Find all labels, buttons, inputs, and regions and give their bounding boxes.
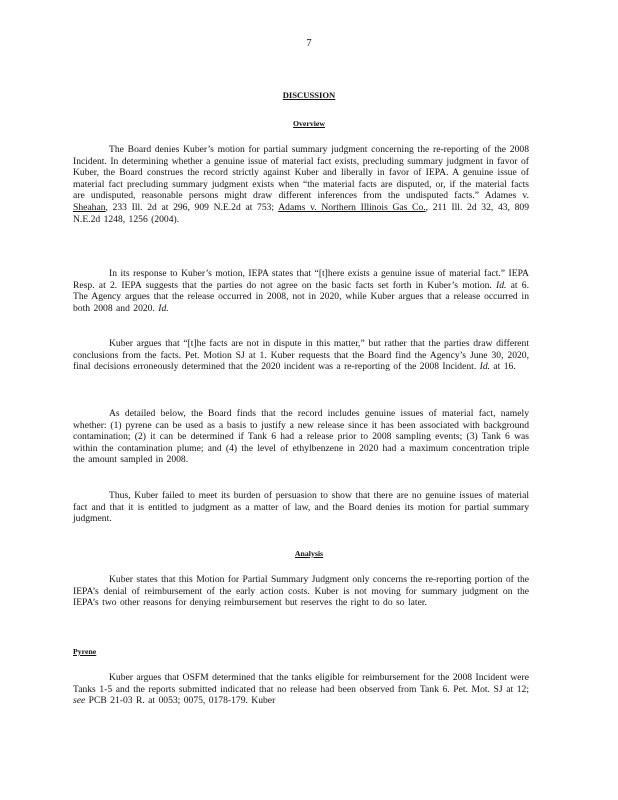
id-citation: Id. (479, 361, 491, 373)
page-number: 7 (306, 38, 312, 49)
overview-heading: Overview (292, 119, 326, 128)
pyrene-paragraph-1 (73, 672, 529, 707)
p1-text-c: , 233 Ill. 2d at 296, 909 N.E.2d at 753; (105, 201, 279, 213)
case-citation-adams: Adams v. Northern Illinois Gas Co. (278, 201, 426, 213)
p7-text-b: PCB 21-03 R. at 0053; 0075, 0178-179. Kuber (85, 695, 276, 707)
p2-text-b: at 6. The Agency argues that the release occurred in 2008, not in 2020, while Kuber argues that a release occurred in both 2008 and 2020. (73, 279, 529, 314)
p3-text-a: Kuber argues that “[t]he facts are not in dispute in this matter,” but rather that the parties draw different conclusions from the facts. Pet. Motion SJ at 1. Kuber requests that the Board find the Agency’s June 30, 2020, final decisions erroneously determined that the 2020 incident was a re-reporting of the 2008 Incident. (73, 338, 529, 373)
discussion-heading: DISCUSSION (282, 90, 336, 100)
id-citation: Id. (496, 279, 507, 291)
overview-paragraph-4: As detailed below, the Board finds that the record includes genuine issues of material fact, namely whether: (1) pyrene can be used as a basis to justify a new release since it has been associated with background contamination; (2) it can be determined if Tank 6 had a release prior to 2008 sampling events; (3) Tank 6 was within the contamination plume; and (4) the level of ethylbenzene in 2020 had a maximum concentration triple the amount sampled in 2008. (73, 408, 529, 466)
p2-text-a: In its response to Kuber’s motion, IEPA states that “[t]here exists a genuine issue of material fact.” IEPA Resp. at 2. IEPA suggests that the parties do not agree on the basic facts set forth in Kuber’s motion. (73, 268, 529, 291)
overview-paragraph-1 (73, 144, 529, 225)
case-citation-sheahan: Sheahan (73, 201, 106, 213)
pyrene-heading: Pyrene (73, 647, 97, 656)
analysis-heading: Analysis (294, 549, 324, 558)
p3-text-b: at 16. (490, 361, 516, 373)
see-signal: see (73, 695, 86, 707)
overview-paragraph-5: Thus, Kuber failed to meet its burden of persuasion to show that there are no genuine issues of material fact and that it is entitled to judgment as a matter of law, and the Board denies its motion for partial summary judgment. (73, 490, 529, 525)
p7-text-a: Kuber argues that OSFM determined that the tanks eligible for reimbursement for the 2008 Incident were Tanks 1-5 and the reports submitted indicated that no release had been observed from Tank 6. Pet. Mot. SJ at 12; (73, 672, 529, 695)
overview-paragraph-3 (73, 338, 529, 373)
p1-text-e: , 211 Ill. 2d 32, 43, 809 N.E.2d 1248, 1256 (2004). (73, 201, 529, 225)
analysis-paragraph-1: Kuber states that this Motion for Partial Summary Judgment only concerns the re-reporting portion of the IEPA’s denial of reimbursement of the early action costs. Kuber is not moving for summary judgment on the IEPA’s two other reasons for denying reimbursement but reserves the right to do so later. (73, 574, 529, 609)
id-citation: Id. (158, 302, 169, 314)
overview-paragraph-2 (73, 268, 529, 314)
p1-text-a: The Board denies Kuber’s motion for partial summary judgment concerning the re-reporting of the 2008 Incident. In determining whether a genuine issue of material fact exists, precluding summary judgment in favor of Kuber, the Board construes the record strictly against Kuber and liberally in favor of IEPA. A genuine issue of material fact precluding summary judgment exists when “the material facts are disputed, or, if the material facts are undisputed, reasonable persons might draw different inferences from the undisputed facts.” Adames v. (73, 144, 529, 202)
